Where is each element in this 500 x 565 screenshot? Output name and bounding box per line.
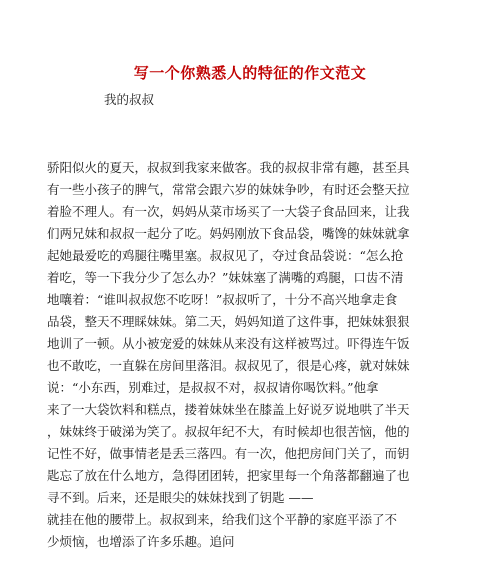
body-line: 少烦恼，也增添了许多乐趣。追问 (47, 534, 235, 549)
document-body (47, 157, 459, 553)
body-line: 着吃，等一下我分少了怎么办？”妹妹塞了满嘴的鸡腿，口齿不清 (47, 270, 404, 285)
document-title: 写一个你熟悉人的特征的作文范文 (133, 64, 367, 82)
body-line: 有一些小孩子的脾气，常常会跟六岁的妹妹争吵，有时还会整天拉 (47, 182, 410, 197)
body-line: 地训了一顿。从小被宠爱的妹妹从来没有这样被骂过。吓得连午饭 (47, 336, 410, 351)
body-line: 品袋，整天不理睬妹妹。第二天，妈妈知道了这件事，把妹妹狠狠 (47, 314, 410, 329)
body-line: 地嚷着：“谁叫叔叔您不吃呀！”叔叔听了，十分不高兴地拿走食 (47, 292, 398, 307)
body-line: 骄阳似火的夏天，叔叔到我家来做客。我的叔叔非常有趣，甚至具 (47, 160, 410, 175)
body-line: 记性不好，做事情老是丢三落四。有一次，他把房间门关了，而钥 (47, 446, 410, 461)
body-line: 也不敢吃，一直躲在房间里落泪。叔叔见了，很是心疼，就对妹妹 (47, 358, 410, 373)
body-line: 来了一大袋饮料和糕点，搂着妹妹坐在膝盖上好说歹说地哄了半天 (47, 402, 410, 417)
body-line: 说：“小东西，别难过，是叔叔不对，叔叔请你喝饮料。”他拿 (47, 380, 379, 395)
body-line: 匙忘了放在什么地方，急得团团转，把家里每一个角落都翻遍了也 (47, 468, 410, 483)
document-subtitle: 我的叔叔 (104, 92, 155, 107)
body-line: 寻不到。后来，还是眼尖的妹妹找到了钥匙 —— (47, 490, 314, 505)
body-line: 着脸不理人。有一次，妈妈从菜市场买了一大袋子食品回来，让我 (47, 204, 410, 219)
body-line: 起她最爱吃的鸡腿往嘴里塞。叔叔见了，夺过食品袋说：“怎么抢 (47, 248, 404, 263)
body-line: 们两兄妹和叔叔一起分了吃。妈妈刚放下食品袋，嘴馋的妹妹就拿 (47, 226, 410, 241)
body-line: 就挂在他的腰带上。叔叔到来，给我们这个平静的家庭平添了不 (47, 512, 398, 527)
body-line: ，妹妹终于破涕为笑了。叔叔年纪不大，有时候却也很苦恼，他的 (47, 424, 410, 439)
